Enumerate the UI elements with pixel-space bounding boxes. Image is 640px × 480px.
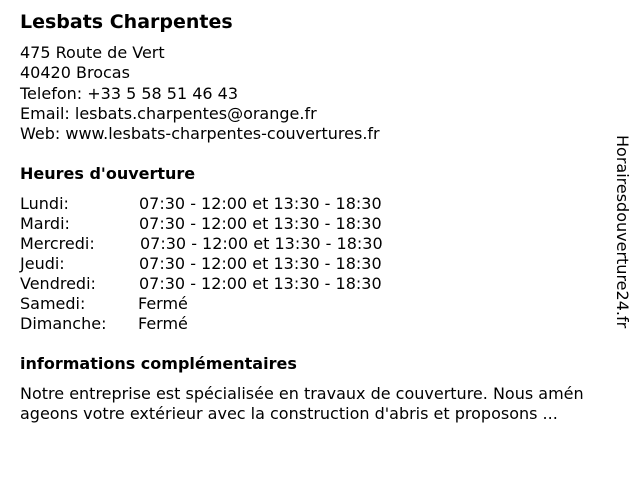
hours-row-monday — [20, 194, 440, 214]
description-line-1: Notre entreprise est spécialisée en travaux de couverture. Nous amén — [20, 384, 584, 403]
website-line: Web: www.lesbats-charpentes-couvertures.fr — [20, 124, 380, 143]
hours-time-value: Fermé — [138, 294, 188, 313]
hours-time-value: Fermé — [138, 314, 188, 333]
hours-row-sunday — [20, 314, 440, 334]
description-line-2: ageons votre extérieur avec la construction d'abris et proposons ... — [20, 404, 558, 423]
hours-day-label: Jeudi: — [20, 254, 65, 273]
additional-info-heading: informations complémentaires — [20, 354, 297, 373]
address-street: 475 Route de Vert — [20, 43, 165, 62]
email-line: Email: lesbats.charpentes@orange.fr — [20, 104, 317, 123]
phone-line: Telefon: +33 5 58 51 46 43 — [20, 84, 239, 103]
hours-time-value: 07:30 - 12:00 et 13:30 - 18:30 — [139, 214, 382, 233]
hours-day-label: Mardi: — [20, 214, 70, 233]
hours-row-thursday — [20, 254, 440, 274]
hours-day-label: Mercredi: — [20, 234, 95, 253]
site-watermark: Horairesdouverture24.fr — [613, 135, 632, 329]
hours-day-label: Vendredi: — [20, 274, 96, 293]
hours-time-value: 07:30 - 12:00 et 13:30 - 18:30 — [139, 254, 382, 273]
hours-day-label: Lundi: — [20, 194, 69, 213]
hours-day-label: Dimanche: — [20, 314, 107, 333]
hours-time-value: 07:30 - 12:00 et 13:30 - 18:30 — [139, 194, 382, 213]
business-name: Lesbats Charpentes — [20, 11, 233, 33]
hours-row-friday — [20, 274, 440, 294]
hours-day-label: Samedi: — [20, 294, 86, 313]
opening-hours-heading: Heures d'ouverture — [20, 164, 196, 183]
hours-row-saturday — [20, 294, 440, 314]
hours-time-value: 07:30 - 12:00 et 13:30 - 18:30 — [140, 234, 383, 253]
address-city: 40420 Brocas — [20, 63, 130, 82]
hours-time-value: 07:30 - 12:00 et 13:30 - 18:30 — [139, 274, 382, 293]
hours-row-tuesday — [20, 214, 440, 234]
hours-row-wednesday — [20, 234, 440, 254]
